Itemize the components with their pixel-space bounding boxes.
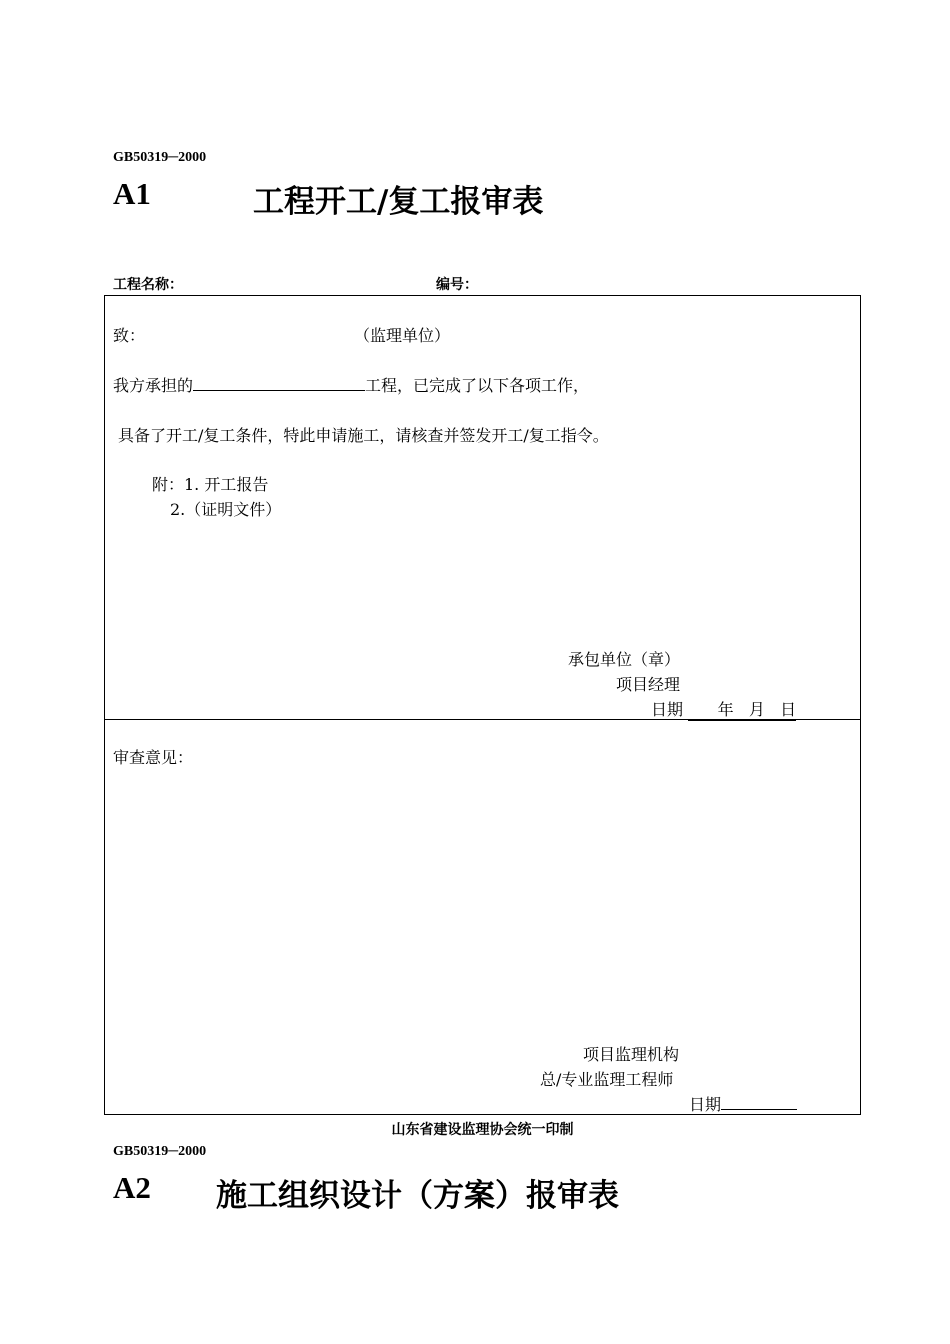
chief-engineer: 总/专业监理工程师 — [540, 1070, 674, 1089]
date-label-2: 日期 — [689, 1095, 722, 1114]
standard-code: GB50319─2000 — [113, 150, 207, 165]
number-label: 编号： — [436, 277, 478, 293]
attachment-1: 附：1. 开工报告 — [152, 475, 269, 494]
form-title-a2: 施工组织设计（方案）报审表 — [216, 1178, 619, 1214]
review-label: 审查意见： — [113, 748, 194, 767]
attachment-2: 2.（证明文件） — [170, 500, 282, 519]
date-value: 年 月 日 — [688, 697, 796, 721]
statement-line-1 — [113, 373, 589, 396]
supervision-org: 项目监理机构 — [583, 1045, 680, 1064]
contractor-seal: 承包单位（章） — [568, 650, 681, 669]
standard-code-a2: GB50319─2000 — [113, 1144, 207, 1159]
form-title: 工程开工/复工报审表 — [253, 184, 544, 220]
date-blank-2 — [721, 1093, 797, 1110]
project-name-label: 工程名称： — [113, 277, 183, 293]
date-label: 日期 — [651, 700, 684, 719]
review-section — [104, 719, 861, 1115]
supervisor-unit: （监理单位） — [354, 326, 451, 345]
form-code: A1 — [113, 176, 151, 211]
footer-printer: 山东省建设监理协会统一印制 — [391, 1122, 574, 1138]
statement-line-2: 具备了开工/复工条件，特此申请施工，请核查并签发开工/复工指令。 — [118, 426, 609, 445]
date-row — [651, 697, 796, 721]
to-label: 致： — [113, 326, 146, 345]
date-row-2 — [689, 1092, 797, 1115]
statement-prefix: 我方承担的 — [113, 376, 194, 395]
project-blank — [193, 374, 365, 391]
statement-suffix: 工程，已完成了以下各项工作， — [365, 376, 590, 395]
project-manager: 项目经理 — [616, 675, 681, 694]
form-code-a2: A2 — [113, 1170, 151, 1205]
